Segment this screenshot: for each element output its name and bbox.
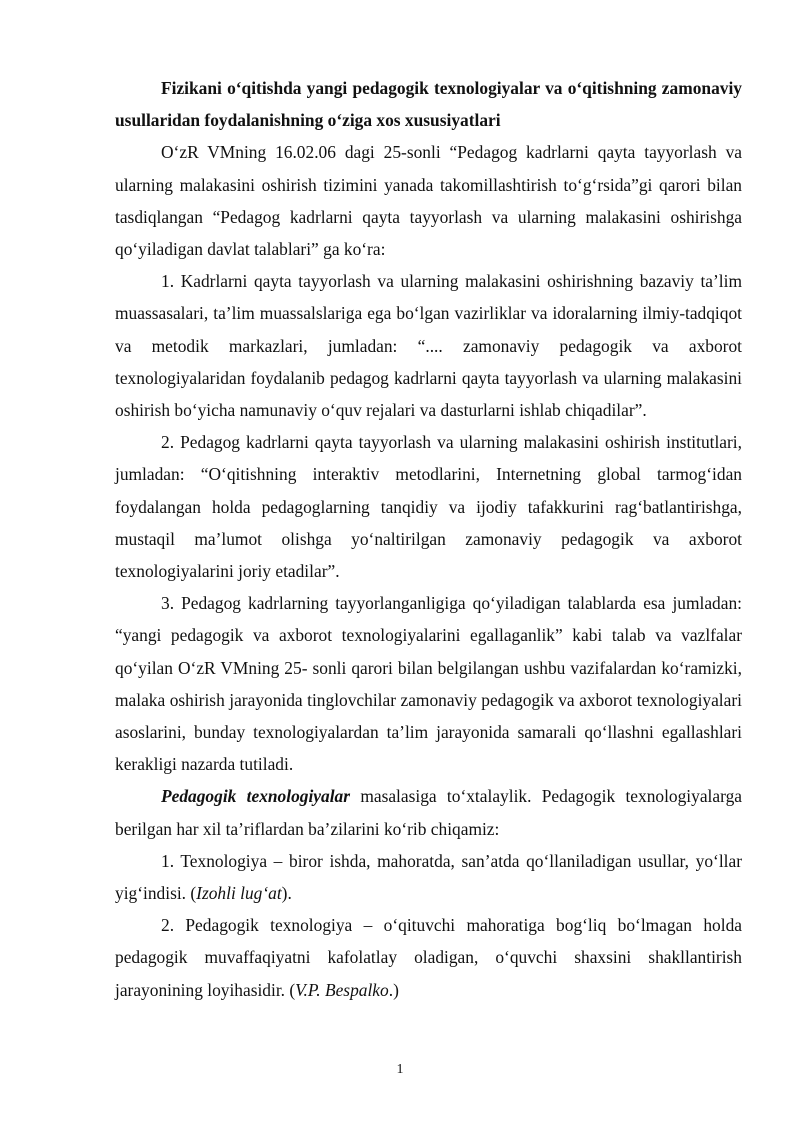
emphasized-term: Pedagogik texnologiyalar	[161, 786, 351, 807]
intro-paragraph: O‘zR VMning 16.02.06 dagi 25-sonli “Pedagog kadrlarni qayta tayyorlash va ularning malakasini oshirish tizimini yanada takomillashtirish to‘g‘rsida”gi qarori bilan tasdiqlangan “Pedagog kadrlarni qayta tayyorlash va ularning malakasini oshirishga qo‘yiladigan davlat talablari” ga ko‘ra:	[115, 142, 742, 260]
definition-2	[115, 909, 742, 1006]
definition-2-text: 2. Pedagogik texnologiya – o‘qituvchi mahoratiga bog‘liq bo‘lmagan holda pedagogik muvaffaqiyatni kafolatlay oladigan, o‘quvchi shaxsini shakllantirish jarayonining loyihasidir. (	[115, 915, 742, 1000]
list-item-3: 3. Pedagog kadrlarning tayyorlanganligiga qo‘yiladigan talablarda esa jumladan: “yangi pedagogik va axborot texnologiyalarini egallaganlik” kabi talab va vazlfalar qo‘yilan O‘zR VMning 25- sonli qarori bilan belgilangan ushbu vazifalardan ko‘ramizki, malaka oshirish jarayonida tinglovchilar zamonaviy pedagogik va axborot texnologiyalari asoslarini, bunday texnologiyalardan ta’lim jarayonida samarali qo‘llashni egallashlari kerakligi nazarda tutiladi.	[115, 593, 742, 775]
list-item-2: 2. Pedagog kadrlarni qayta tayyorlash va ularning malakasini oshirish institutlari, jumladan: “O‘qitishning interaktiv metodlarini, Internetning global tarmog‘idan foydalangan holda pedagoglarning tanqidiy va ijodiy tafakkurini rag‘batlantirishga, mustaqil ma’lumot olishga yo‘naltirilgan zamonaviy pedagogik va axborot texnologiyalarini joriy etadilar”.	[115, 432, 742, 582]
definition-2-end: .)	[388, 979, 399, 1000]
pedagogical-technologies-paragraph	[115, 780, 742, 844]
document-title: Fizikani o‘qitishda yangi pedagogik texnologiyalar va o‘qitishning zamonaviy usullaridan foydalanishning o‘ziga xos xususiyatlari	[115, 78, 742, 131]
definition-1-end: ).	[281, 883, 292, 904]
document-page	[115, 72, 742, 1006]
page-number: 1	[396, 1062, 404, 1077]
definition-2-source: V.P. Bespalko	[295, 979, 389, 1000]
term-paragraph-text: masalasiga to‘xtalaylik. Pedagogik texnologiyalarga berilgan har xil ta’riflardan ba’zilarini ko‘rib chiqamiz:	[115, 786, 742, 839]
definition-1-text: 1. Texnologiya – biror ishda, mahoratda, san’atda qo‘llaniladigan usullar, yo‘llar yig‘indisi. (	[115, 850, 742, 904]
list-item-1: 1. Kadrlarni qayta tayyorlash va ularning malakasini oshirishning bazaviy ta’lim muassasalari, ta’lim muassalslariga ega bo‘lgan vazirliklar va idoralarning ilmiy-tadqiqot va metodik markazlari, jumladan: “.... zamonaviy pedagogik va axborot texnologiyalaridan foydalanib pedagog kadrlarni qayta tayyorlash va ularning malakasini oshirish bo‘yicha namunaviy o‘quv rejalari va dasturlarni ishlab chiqadilar”.	[115, 271, 742, 421]
definition-1-source: Izohli lug‘at	[196, 883, 282, 904]
definition-1	[115, 845, 742, 909]
